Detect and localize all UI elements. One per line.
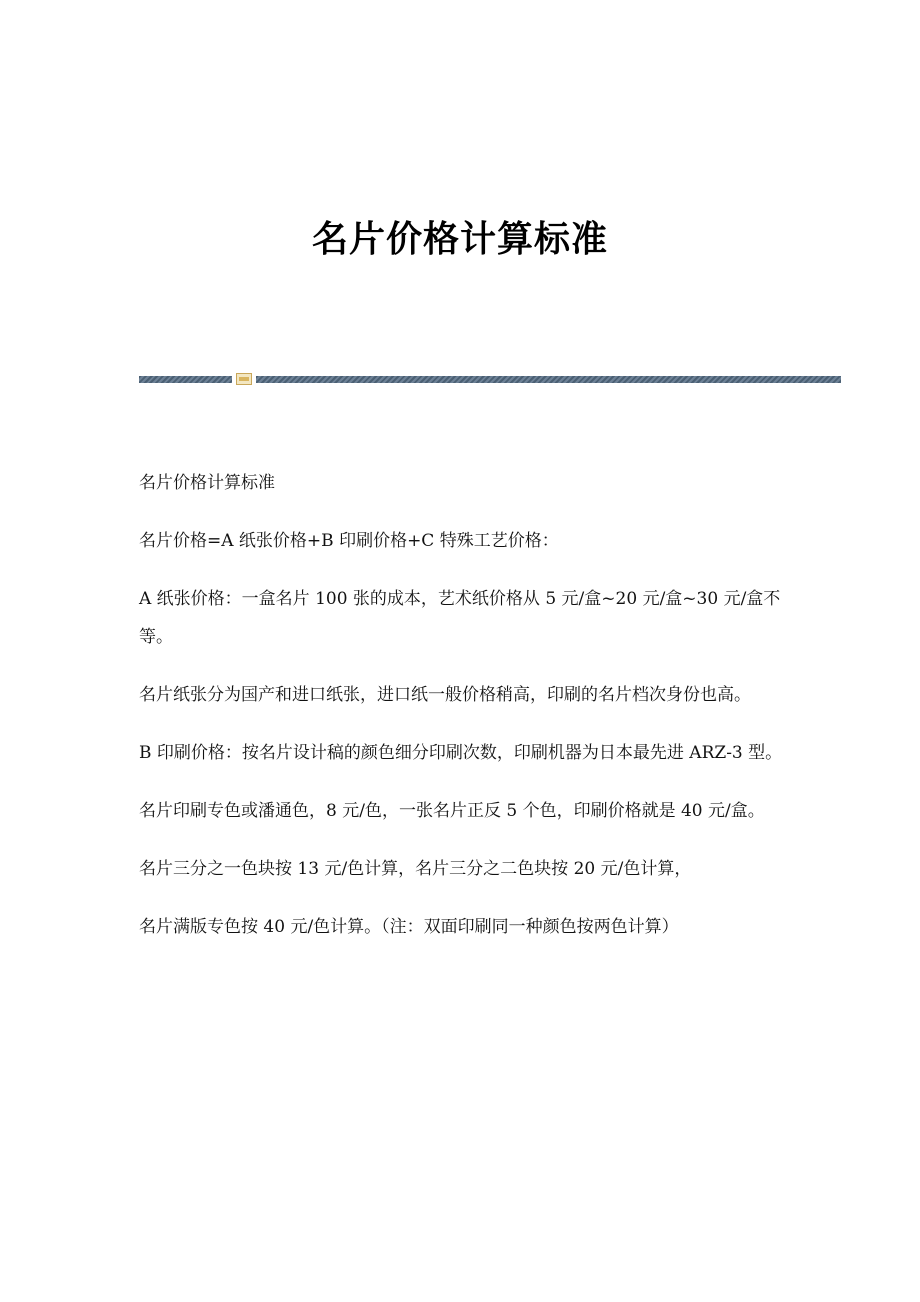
divider-bar-right — [256, 376, 841, 383]
paragraph: B 印刷价格：按名片设计稿的颜色细分印刷次数，印刷机器为日本最先进 ARZ-3 型。 — [139, 743, 783, 763]
paragraph: 名片价格=A 纸张价格+B 印刷价格+C 特殊工艺价格： — [139, 531, 559, 551]
paragraph: A 纸张价格：一盒名片 100 张的成本，艺术纸价格从 5 元/盒~20 元/盒~30 元/盒不等。 — [139, 589, 781, 647]
divider-bar-left — [139, 376, 232, 383]
divider-emblem-icon — [236, 373, 252, 385]
document-body — [139, 464, 789, 966]
paragraph: 名片满版专色按 40 元/色计算。（注：双面印刷同一种颜色按两色计算） — [139, 917, 679, 937]
paragraph: 名片纸张分为国产和进口纸张，进口纸一般价格稍高，印刷的名片档次身份也高。 — [139, 685, 751, 705]
paragraph: 名片三分之一色块按 13 元/色计算，名片三分之二色块按 20 元/色计算， — [139, 859, 692, 879]
page-title: 名片价格计算标准 — [311, 219, 608, 260]
title-divider — [139, 372, 841, 386]
paragraph: 名片印刷专色或潘通色，8 元/色，一张名片正反 5 个色，印刷价格就是 40 元/盒。 — [139, 801, 765, 821]
paragraph: 名片价格计算标准 — [139, 473, 275, 493]
